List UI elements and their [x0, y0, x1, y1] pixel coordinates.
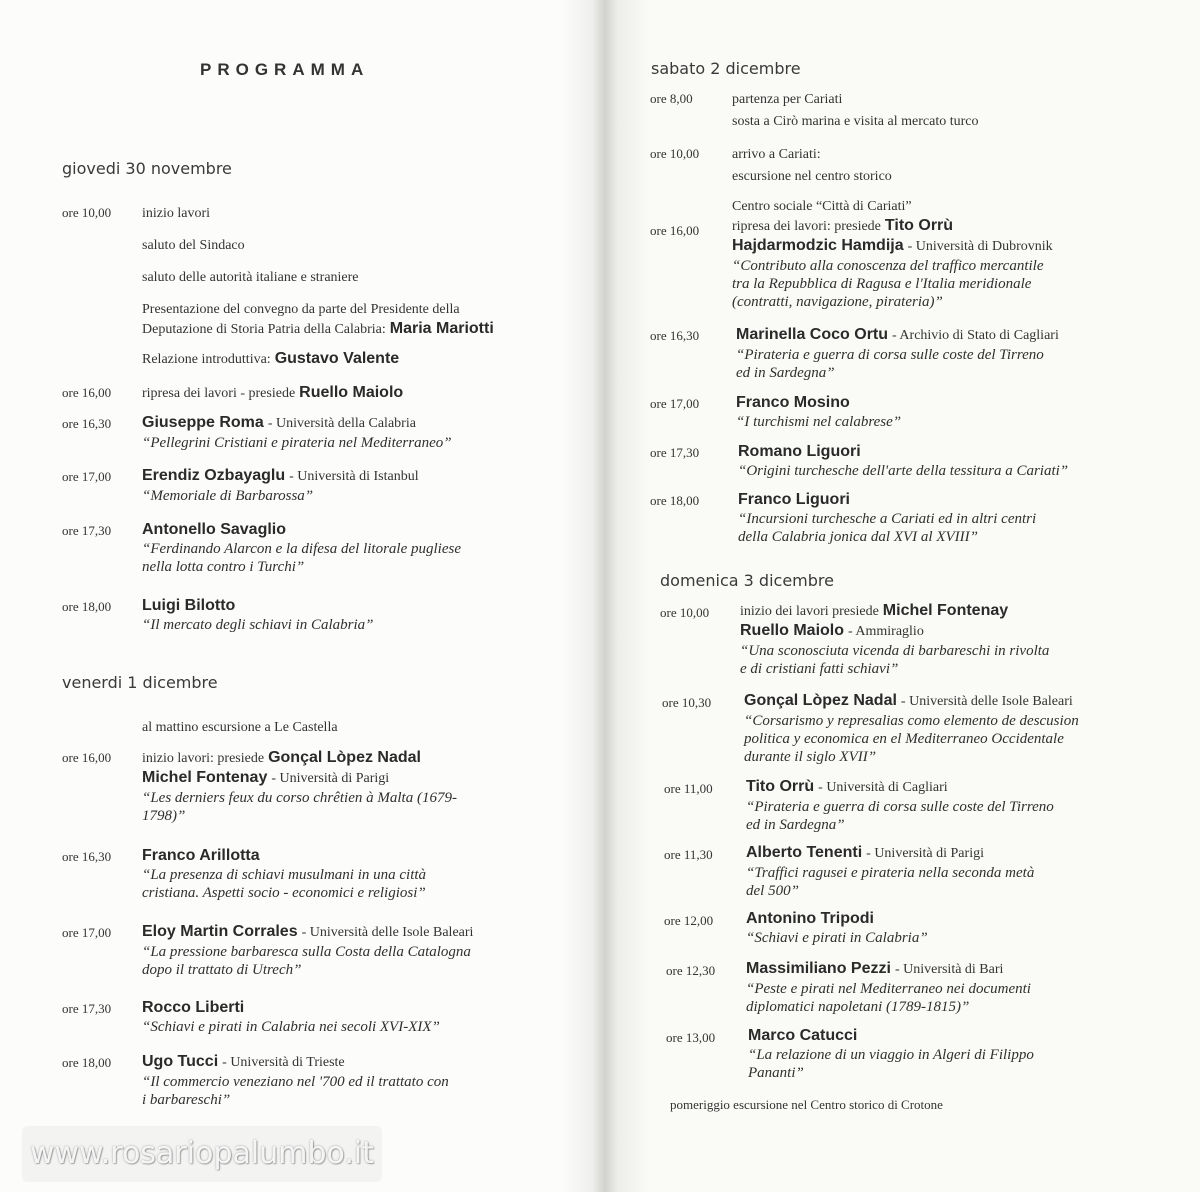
entry-text: sosta a Cirò marina e visita al mercato turco [732, 114, 979, 129]
schedule-entry [666, 959, 1031, 1016]
talk-title: ed in Sardegna” [736, 365, 835, 381]
entry-text: escursione nel centro storico [732, 169, 892, 184]
speaker-name: Ruello Maiolo [299, 384, 404, 401]
talk-title: “Il mercato degli schiavi in Calabria” [142, 617, 374, 633]
schedule-entry [62, 748, 457, 825]
talk-title: “Schiavi e pirati in Calabria” [746, 930, 928, 946]
speaker-name: Rocco Liberti [142, 999, 245, 1016]
speaker-affiliation: - Università di Parigi [271, 771, 390, 786]
speaker-affiliation: - Ammiraglio [848, 624, 924, 639]
speaker-affiliation: - Università delle Isole Baleari [900, 694, 1073, 709]
entry-text: Deputazione di Storia Patria della Calabria: [142, 322, 386, 337]
speaker-name: Gonçal Lòpez Nadal [268, 749, 421, 766]
speaker-name: Massimiliano Pezzi [746, 960, 891, 977]
entry-time: ore 18,00 [650, 493, 700, 508]
talk-title: del 500” [746, 883, 799, 899]
entry-time: ore 16,00 [62, 750, 112, 765]
talk-title: ed in Sardegna” [746, 817, 845, 833]
schedule-entry [62, 205, 494, 369]
schedule-entry [62, 383, 403, 403]
speaker-name: Gonçal Lòpez Nadal [744, 692, 897, 709]
schedule-entry [62, 719, 338, 737]
entry-text: ripresa dei lavori - presiede [142, 386, 296, 401]
talk-title: “La relazione di un viaggio in Algeri di Filippo [748, 1047, 1034, 1063]
speaker-affiliation: - Università di Istanbul [289, 469, 419, 484]
talk-title: “Peste e pirati nel Mediterraneo nei documenti [746, 981, 1031, 997]
talk-title: “Origini turchesche dell'arte della tessitura a Cariati” [738, 463, 1069, 479]
speaker-affiliation: - Università di Parigi [866, 846, 984, 861]
talk-title: “Una sconosciuta vicenda di barbareschi in rivolta [740, 643, 1050, 659]
speaker-name: Michel Fontenay [882, 602, 1009, 619]
schedule-entry [650, 146, 892, 186]
schedule-entry [660, 601, 1049, 678]
talk-title: “Les derniers feux du corso chrêtien à Malta (1679- [142, 790, 457, 806]
day-heading-thursday: giovedi 30 novembre [62, 159, 232, 178]
schedule-entry [62, 466, 419, 505]
talk-title: tra la Repubblica di Ragusa e l'Italia meridionale [732, 276, 1032, 292]
talk-title: “Corsarismo y represalias como elemento de descusion [744, 713, 1079, 729]
entry-text: saluto del Sindaco [142, 238, 245, 253]
speaker-name: Erendiz Ozbayaglu [142, 467, 286, 484]
speaker-name: Marinella Coco Ortu [736, 326, 889, 343]
entry-time: ore 16,30 [650, 328, 700, 343]
speaker-name: Eloy Martin Corrales [142, 923, 298, 940]
speaker-affiliation: - Archivio di Stato di Cagliari [892, 328, 1059, 343]
entry-text: arrivo a Cariati: [732, 147, 821, 162]
talk-title: “Traffici ragusei e pirateria nella seconda metà [746, 865, 1035, 881]
entry-time: ore 10,00 [62, 205, 112, 220]
talk-title: 1798)” [142, 808, 186, 824]
talk-title: e di cristiani fatti schiavi” [740, 661, 899, 677]
schedule-entry [62, 998, 440, 1036]
schedule-entry [650, 393, 901, 431]
talk-title: “La presenza di schiavi musulmani in una città [142, 867, 427, 883]
talk-title: politica y economica en el Mediterraneo Occidentale [744, 731, 1064, 747]
entry-text: Relazione introduttiva: [142, 352, 271, 367]
schedule-entry [664, 843, 1034, 900]
talk-title: “Pellegrini Cristiani e pirateria nel Mediterraneo” [142, 435, 452, 451]
speaker-name: Michel Fontenay [142, 769, 268, 786]
speaker-name: Maria Mariotti [389, 320, 494, 337]
schedule-entry [62, 846, 426, 902]
speaker-affiliation: - Università delle Isole Baleari [301, 925, 474, 940]
speaker-affiliation: - Università della Calabria [267, 416, 416, 431]
schedule-entry [670, 1096, 943, 1114]
speaker-name: Franco Mosino [736, 394, 850, 411]
entry-time: ore 12,30 [666, 963, 716, 978]
entry-text: inizio dei lavori presiede [740, 604, 879, 619]
entry-time: ore 16,00 [62, 385, 112, 400]
talk-title: “Schiavi e pirati in Calabria nei secoli XVI-XIX” [142, 1019, 440, 1035]
entry-time: ore 16,00 [650, 223, 700, 238]
entry-time: ore 17,00 [62, 925, 112, 940]
talk-title: durante il siglo XVII” [744, 749, 877, 765]
talk-title: “Memoriale di Barbarossa” [142, 488, 314, 504]
speaker-name: Luigi Bilotto [142, 597, 236, 614]
entry-text: inizio lavori [142, 206, 211, 221]
talk-title: “La pressione barbaresca sulla Costa della Catalogna [142, 944, 471, 960]
entry-time: ore 17,30 [62, 523, 112, 538]
entry-time: ore 12,00 [664, 913, 714, 928]
entry-text: inizio lavori: presiede [142, 751, 265, 766]
talk-title: dopo il trattato di Utrech” [142, 962, 302, 978]
day-heading-sunday: domenica 3 dicembre [660, 571, 834, 590]
entry-time: ore 17,00 [650, 396, 700, 411]
entry-text: ripresa dei lavori: presiede [732, 219, 881, 234]
entry-time: ore 17,00 [62, 469, 112, 484]
entry-time: ore 10,00 [660, 605, 710, 620]
page-title: PROGRAMMA [200, 60, 370, 79]
schedule-entry [650, 442, 1068, 480]
day-heading-friday: venerdi 1 dicembre [62, 673, 218, 692]
speaker-name: Tito Orrù [884, 217, 954, 234]
entry-time: ore 17,30 [650, 445, 700, 460]
entry-time: ore 11,00 [664, 781, 713, 796]
entry-text: Centro sociale “Città di Cariati” [732, 199, 912, 214]
schedule-entry [662, 691, 1079, 766]
talk-title: “Pirateria e guerra di corsa sulle coste del Tirreno [746, 799, 1054, 815]
speaker-name: Giuseppe Roma [142, 414, 264, 431]
schedule-entry [650, 91, 978, 131]
entry-time: ore 11,30 [664, 847, 713, 862]
talk-title: i barbareschi” [142, 1092, 231, 1108]
speaker-name: Antonino Tripodi [746, 910, 874, 927]
talk-title: “Il commercio veneziano nel '700 ed il trattato con [142, 1074, 449, 1090]
talk-title: diplomatici napoletani (1789-1815)” [746, 999, 970, 1015]
entry-time: ore 16,30 [62, 416, 112, 431]
entry-time: ore 17,30 [62, 1001, 112, 1016]
entry-time: ore 16,30 [62, 849, 112, 864]
schedule-entry [650, 325, 1059, 382]
schedule-entry [666, 1026, 1034, 1082]
talk-title: “Contributo alla conoscenza del traffico mercantile [732, 258, 1044, 274]
entry-time: ore 8,00 [650, 91, 693, 106]
speaker-name: Ruello Maiolo [740, 622, 844, 639]
entry-text: al mattino escursione a Le Castella [142, 720, 338, 735]
speaker-affiliation: - Università di Trieste [222, 1055, 345, 1070]
speaker-name: Ugo Tucci [142, 1053, 219, 1070]
schedule-entry [650, 490, 1036, 546]
speaker-name: Tito Orrù [746, 778, 815, 795]
talk-title: nella lotta contro i Turchi” [142, 559, 305, 575]
watermark: www.rosariopalumbo.it [22, 1126, 382, 1182]
speaker-name: Franco Arillotta [142, 847, 260, 864]
talk-title: “I turchismi nel calabrese” [736, 414, 902, 430]
schedule-entry [664, 777, 1054, 834]
speaker-name: Gustavo Valente [274, 350, 400, 367]
speaker-name: Franco Liguori [738, 491, 850, 508]
schedule-entry [62, 922, 473, 979]
speaker-affiliation: - Università di Bari [894, 962, 1004, 977]
talk-title: della Calabria jonica dal XVI al XVIII” [738, 529, 978, 545]
schedule-entry [650, 198, 1053, 311]
entry-text: Presentazione del convegno da parte del Presidente della [142, 302, 460, 317]
speaker-name: Antonello Savaglio [142, 521, 287, 538]
entry-text: saluto delle autorità italiane e straniere [142, 270, 359, 285]
day-heading-saturday: sabato 2 dicembre [651, 59, 801, 78]
entry-time: ore 18,00 [62, 1055, 112, 1070]
schedule-entry [62, 413, 452, 452]
schedule-entry [62, 596, 374, 634]
speaker-name: Hajdarmodzic Hamdija [732, 237, 904, 254]
speaker-name: Alberto Tenenti [746, 844, 863, 861]
talk-title: cristiana. Aspetti socio - economici e religiosi” [142, 885, 426, 901]
entry-text: pomeriggio escursione nel Centro storico di Crotone [670, 1097, 943, 1112]
speaker-affiliation: - Università di Cagliari [818, 780, 948, 795]
entry-time: ore 13,00 [666, 1030, 716, 1045]
talk-title: “Incursioni turchesche a Cariati ed in altri centri [738, 511, 1037, 527]
entry-time: ore 10,30 [662, 695, 712, 710]
entry-text: partenza per Cariati [732, 92, 843, 107]
talk-title: “Ferdinando Alarcon e la difesa del litorale pugliese [142, 541, 461, 557]
schedule-entry [62, 1052, 449, 1109]
entry-time: ore 10,00 [650, 146, 700, 161]
talk-title: (contratti, navigazione, pirateria)” [732, 294, 943, 310]
speaker-name: Romano Liguori [738, 443, 861, 460]
talk-title: Pananti” [748, 1065, 804, 1081]
speaker-name: Marco Catucci [748, 1027, 858, 1044]
talk-title: “Pirateria e guerra di corsa sulle coste del Tirreno [736, 347, 1044, 363]
schedule-entry [664, 909, 928, 947]
schedule-entry [62, 520, 461, 576]
speaker-affiliation: - Università di Dubrovnik [907, 239, 1053, 254]
entry-time: ore 18,00 [62, 599, 112, 614]
